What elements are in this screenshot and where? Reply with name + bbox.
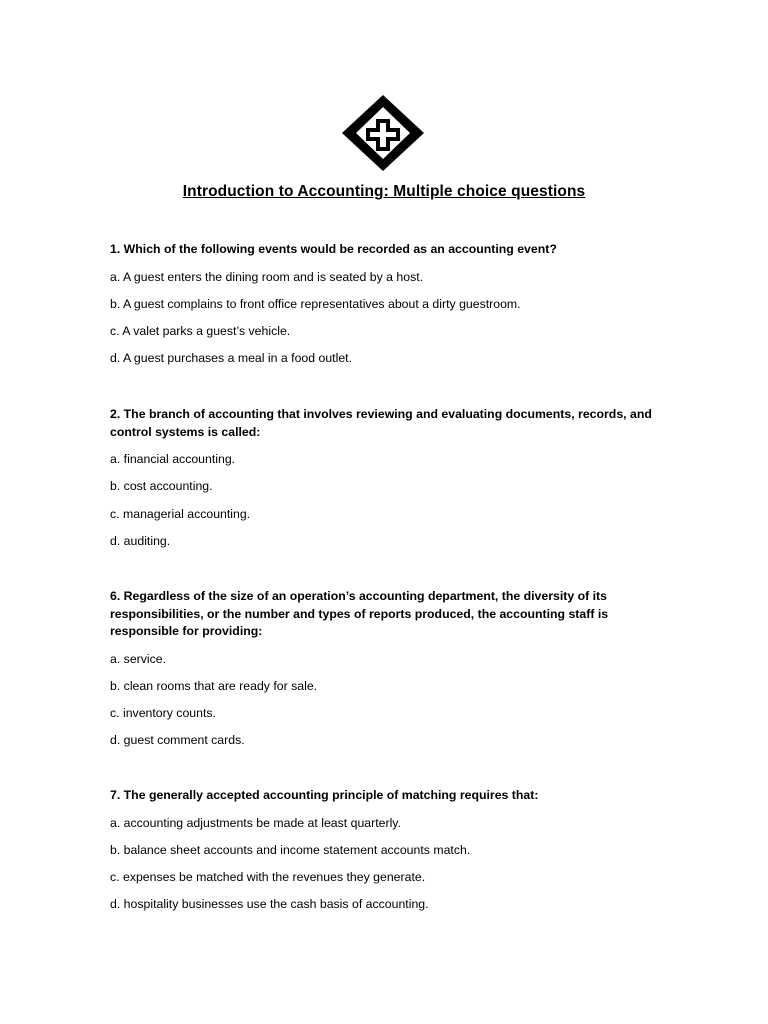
answer-option: b. cost accounting. [110,479,213,494]
diamond-cross-logo-icon [340,93,426,173]
answer-option: a. financial accounting. [110,452,236,466]
question-7 [110,787,665,924]
answer-option: b. A guest complains to front office representatives about a dirty guestroom. [110,296,521,311]
answer-option: a. A guest enters the dining room and is seated by a host. [110,269,424,284]
answer-option: d. A guest purchases a meal in a food outlet. [110,351,352,366]
question-2 [110,406,665,560]
question-text: 6. Regardless of the size of an operation’s accounting department, the diversity of its responsibilities, or the number and types of reports produced, the accounting staff is responsible for providing: [110,589,609,638]
answer-option: d. guest comment cards. [110,733,245,748]
answer-option: a. accounting adjustments be made at least quarterly. [110,815,401,830]
question-text: 7. The generally accepted accounting principle of matching requires that: [110,788,539,802]
answer-option: c. expenses be matched with the revenues they generate. [110,870,426,885]
answer-option: a. service. [110,651,167,666]
answer-option: c. managerial accounting. [110,506,251,521]
answer-option: b. balance sheet accounts and income statement accounts match. [110,842,471,857]
answer-option: d. auditing. [110,533,171,548]
question-text: 1. Which of the following events would be recorded as an accounting event? [110,242,557,256]
answer-option: b. clean rooms that are ready for sale. [110,678,318,693]
page-title: Introduction to Accounting: Multiple choice questions [182,183,586,200]
answer-option: d. hospitality businesses use the cash basis of accounting. [110,897,429,912]
question-text: 2. The branch of accounting that involves reviewing and evaluating documents, records, and control systems is called: [110,407,652,439]
answer-option: c. A valet parks a guest’s vehicle. [110,324,291,339]
answer-option: c. inventory counts. [110,706,216,721]
question-6 [110,588,665,760]
question-1 [110,241,665,378]
